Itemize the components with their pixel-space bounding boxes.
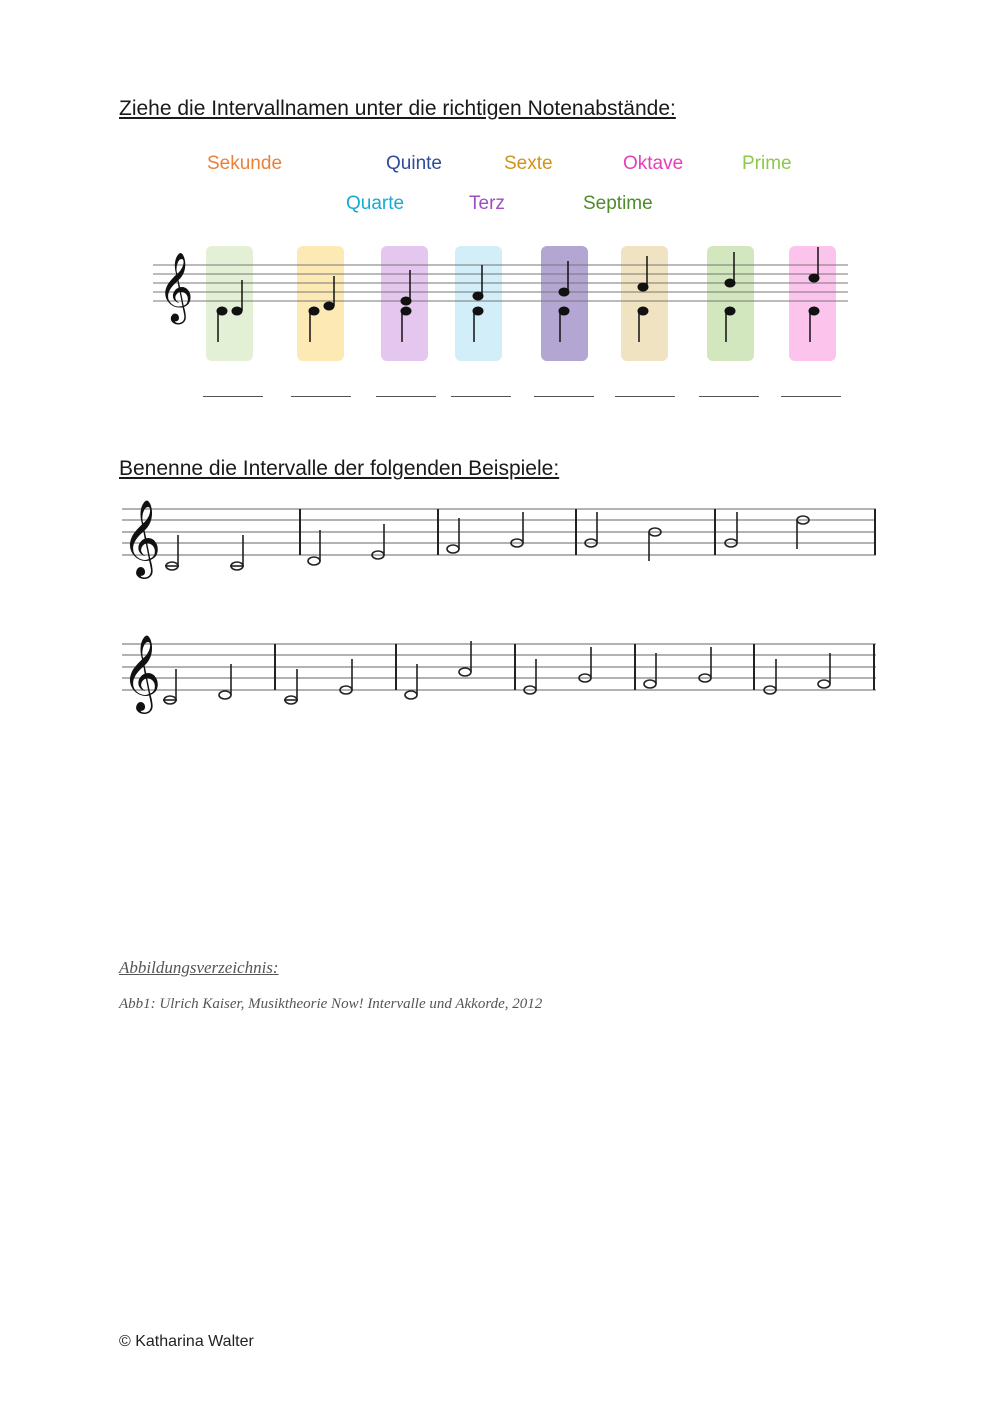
- treble-clef-icon: 𝄞: [122, 499, 162, 576]
- task1-heading: Ziehe die Intervallnamen unter die richtigen Notenabstände:: [119, 97, 676, 120]
- references-title: Abbildungsverzeichnis:: [119, 958, 279, 977]
- word-quarte[interactable]: Quarte: [346, 193, 405, 214]
- word-sekunde[interactable]: Sekunde: [207, 153, 283, 174]
- treble-clef-icon: 𝄞: [158, 252, 194, 322]
- treble-clef-icon: 𝄞: [122, 634, 162, 711]
- copyright-footer: © Katharina Walter: [119, 1333, 254, 1350]
- word-prime[interactable]: Prime: [742, 153, 792, 174]
- word-terz[interactable]: Terz: [469, 193, 505, 214]
- references-entry: Abb1: Ulrich Kaiser, Musiktheorie Now! Intervalle und Akkorde, 2012: [119, 996, 543, 1012]
- word-quinte[interactable]: Quinte: [386, 153, 442, 174]
- task2-heading: Benenne die Intervalle der folgenden Beispiele:: [119, 457, 560, 480]
- word-oktave[interactable]: Oktave: [623, 153, 684, 174]
- word-septime[interactable]: Septime: [583, 193, 653, 214]
- word-sexte[interactable]: Sexte: [504, 153, 553, 174]
